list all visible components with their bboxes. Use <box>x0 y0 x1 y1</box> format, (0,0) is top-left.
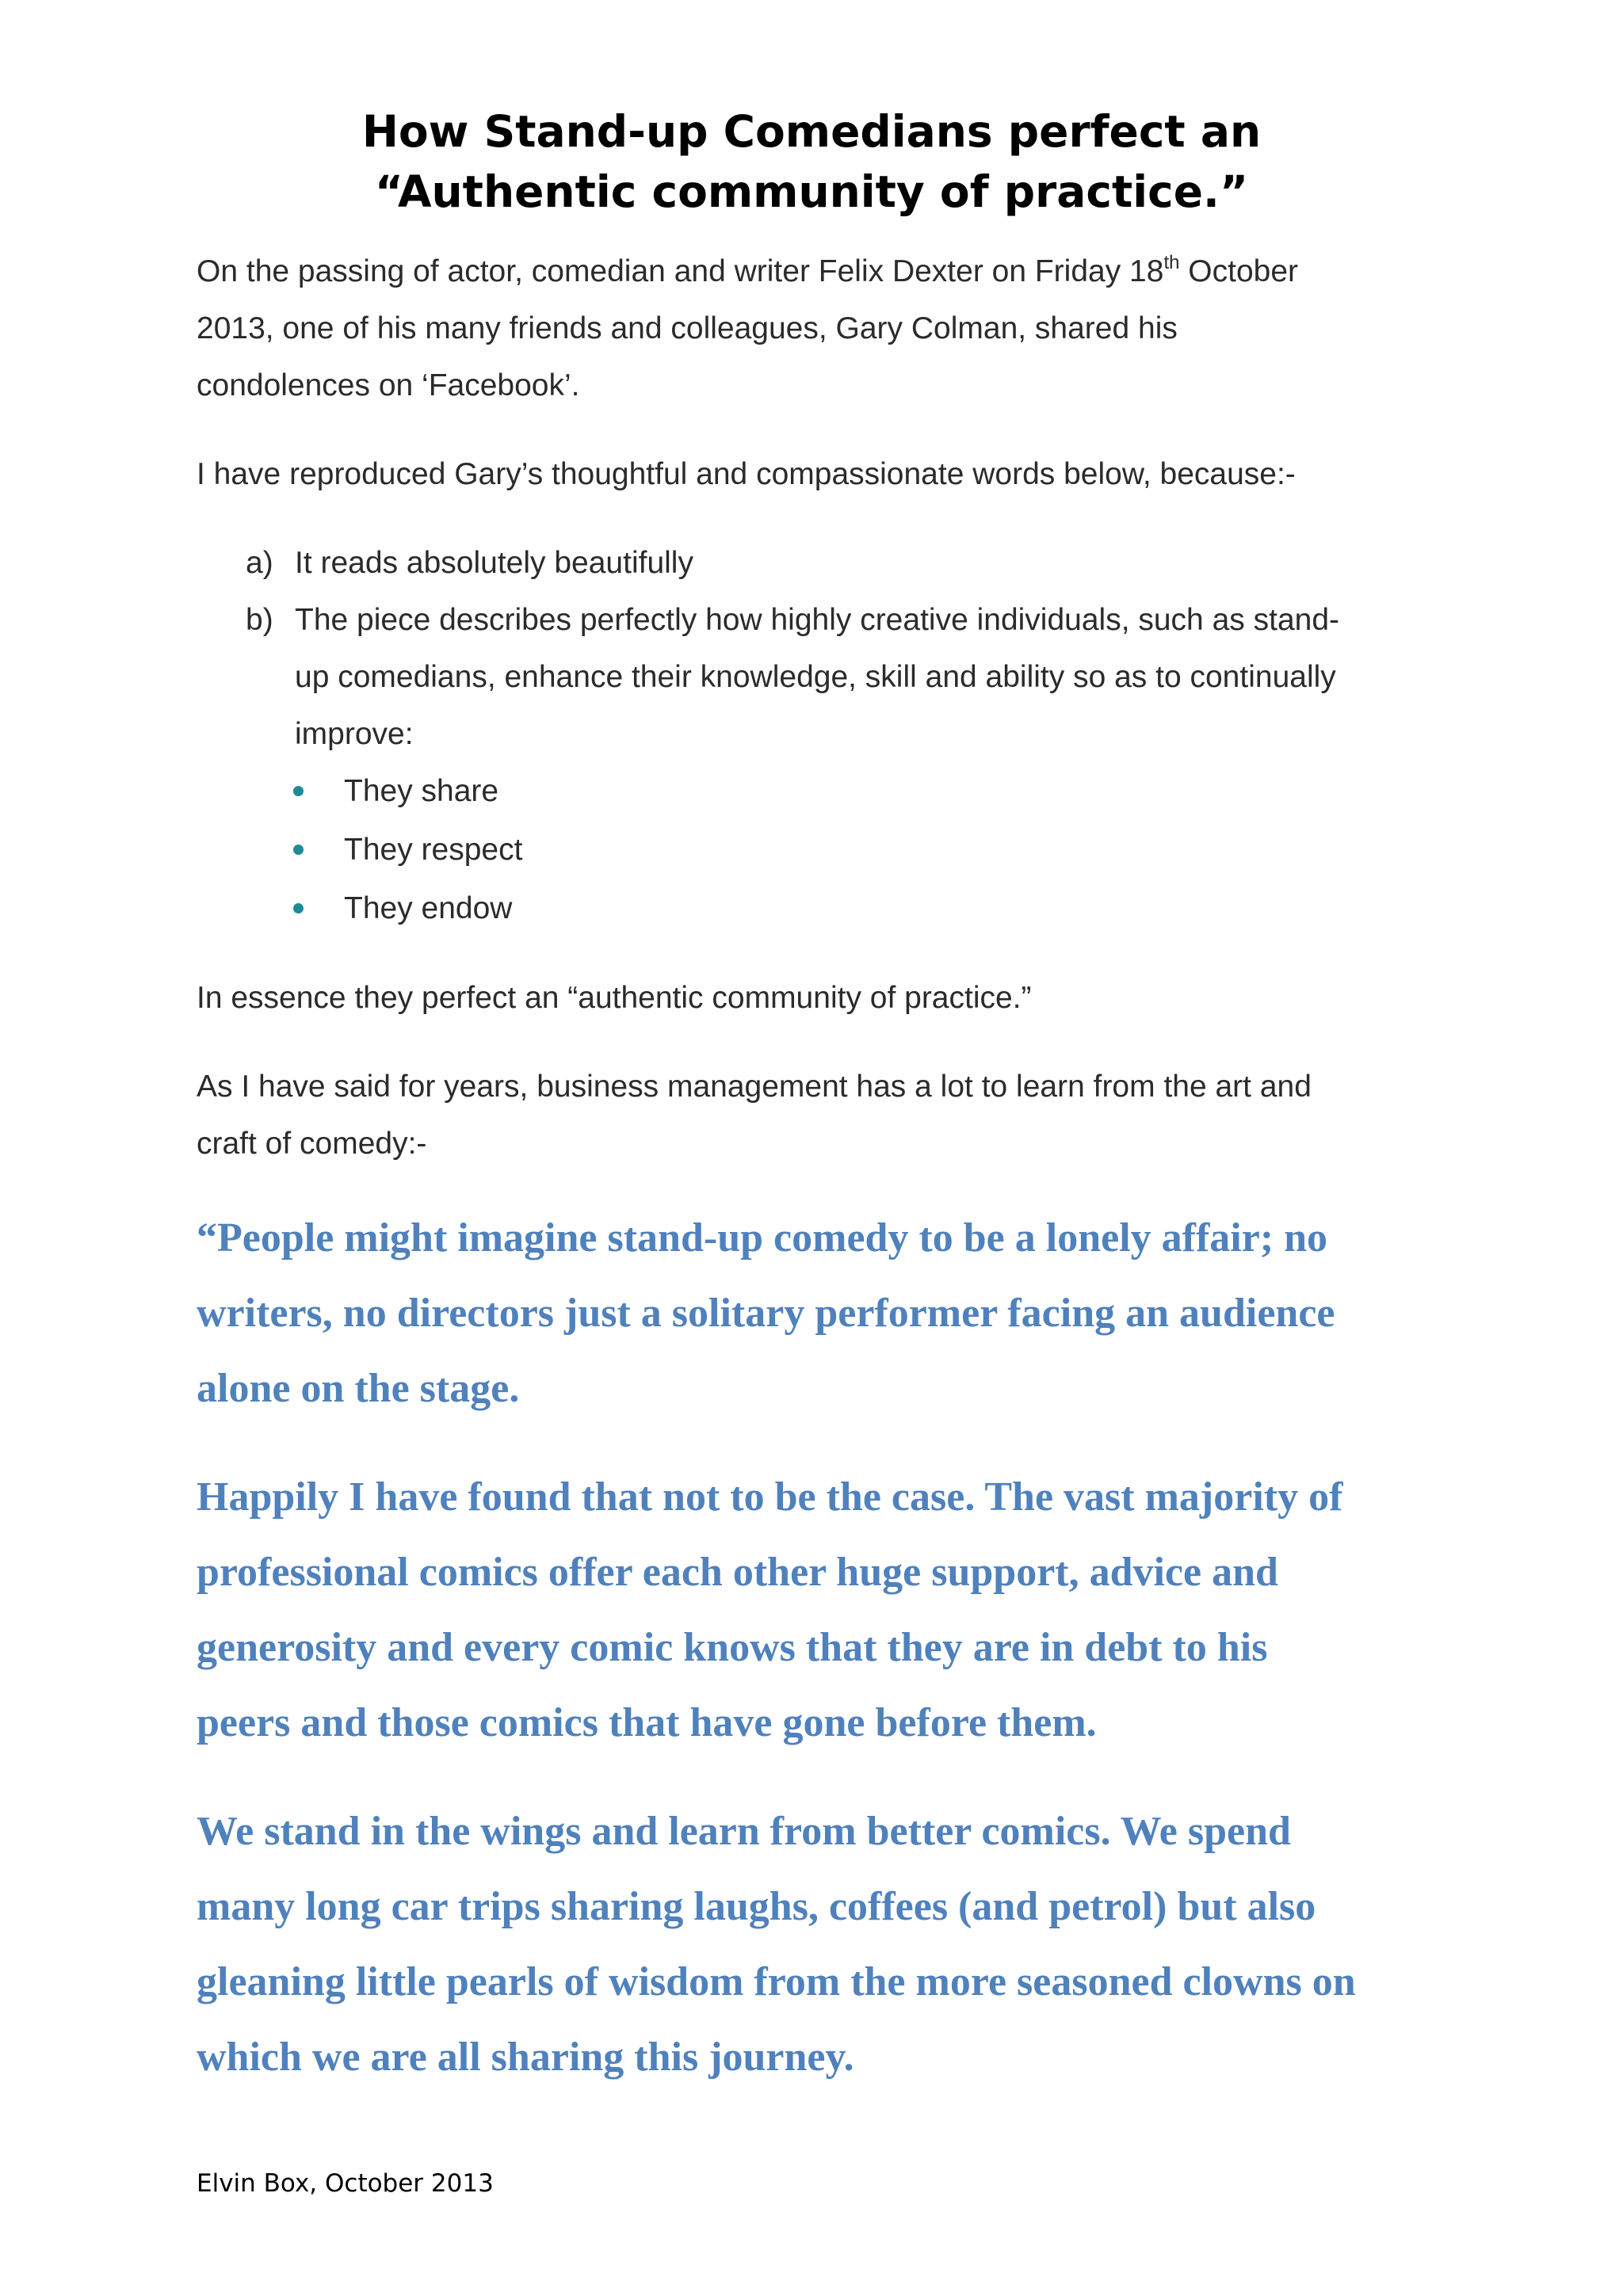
bullet-item-respect: They respect <box>344 833 523 867</box>
business-line-1: As I have said for years, business management has a lot to learn from the art and <box>197 1070 1312 1104</box>
intro-line-1-month: October <box>1179 254 1299 288</box>
quote-p2-line-1: Happily I have found that not to be the case. The vast majority of <box>197 1474 1343 1520</box>
quote-p3-line-2: many long car trips sharing laughs, coffees (and petrol) but also <box>197 1884 1316 1929</box>
quote-p3-line-4: which we are all sharing this journey. <box>197 2035 854 2080</box>
bullet-dot-icon <box>293 845 304 855</box>
footer-author-date: Elvin Box, October 2013 <box>197 2169 494 2198</box>
quote-p1-line-3: alone on the stage. <box>197 1366 520 1411</box>
intro-line-2: 2013, one of his many friends and colleagues, Gary Colman, shared his <box>197 311 1178 345</box>
business-line-2: craft of comedy:- <box>197 1127 427 1161</box>
reason-b-marker: b) <box>246 603 273 637</box>
quote-p2-line-2: professional comics offer each other huge support, advice and <box>197 1550 1278 1595</box>
bullet-dot-icon <box>293 903 304 913</box>
reason-b-line-2: up comedians, enhance their knowledge, skill and ability so as to continually <box>295 660 1336 694</box>
reason-a-marker: a) <box>246 546 273 580</box>
intro-ordinal-suffix: th <box>1163 252 1180 273</box>
reason-b-line-3: improve: <box>295 717 414 751</box>
intro-line-3: condolences on ‘Facebook’. <box>197 368 580 402</box>
quote-p2-line-3: generosity and every comic knows that they are in debt to his <box>197 1625 1268 1670</box>
title-line-1: How Stand-up Comedians perfect an <box>361 106 1262 157</box>
quote-p3-line-1: We stand in the wings and learn from better comics. We spend <box>197 1809 1291 1854</box>
bullet-item-endow: They endow <box>344 891 513 925</box>
quote-p1-line-2: writers, no directors just a solitary performer facing an audience <box>197 1291 1335 1336</box>
reason-a-text: It reads absolutely beautifully <box>295 546 693 580</box>
reproduced-paragraph: I have reproduced Gary’s thoughtful and compassionate words below, because:- <box>197 457 1296 491</box>
quote-p3-line-3: gleaning little pearls of wisdom from the more seasoned clowns on <box>197 1959 1356 2004</box>
quote-p1-line-1: “People might imagine stand-up comedy to be a lonely affair; no <box>197 1215 1328 1261</box>
bullet-dot-icon <box>293 786 304 796</box>
bullet-item-share: They share <box>344 774 499 808</box>
quote-p2-line-4: peers and those comics that have gone before them. <box>197 1700 1097 1745</box>
essence-paragraph: In essence they perfect an “authentic community of practice.” <box>197 981 1032 1015</box>
reason-b-line-1: The piece describes perfectly how highly creative individuals, such as stand- <box>295 603 1340 637</box>
intro-line-1 <box>197 243 1433 300</box>
title-line-2: “Authentic community of practice.” <box>374 166 1249 217</box>
intro-line-1-text: On the passing of actor, comedian and writer Felix Dexter on Friday 18 <box>197 254 1164 288</box>
